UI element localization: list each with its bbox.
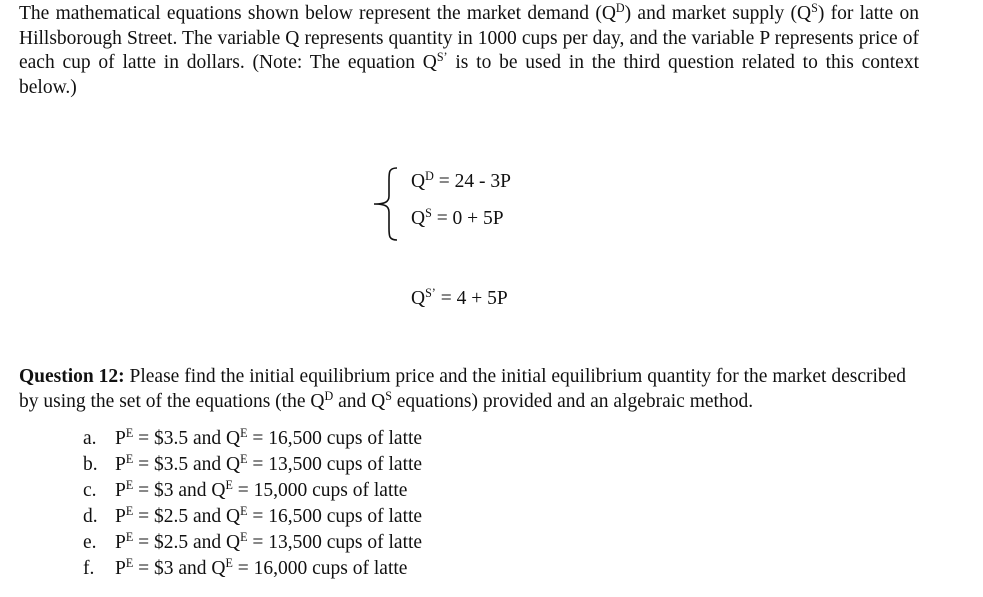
question-block	[19, 364, 919, 414]
option-text: $P^E$ = $3 and $Q^E = 16,000$ cups of latte	[115, 556, 408, 579]
question-text: Question 12: Please find the initial equilibrium price and the initial equilibrium quantity for the market described by using the set of the equations (the $Q^D$ and $Q^S$ equations) provided and an algebraic method.	[19, 366, 907, 412]
answer-option-b[interactable]: b. $P^E$ = $3.5 and $Q^E = 13,500$ cups of latte	[83, 452, 422, 478]
answer-option-d[interactable]: d. $P^E$ = $2.5 and $Q^E = 16,500$ cups of latte	[83, 504, 422, 530]
context-paragraph	[19, 2, 919, 100]
equation-system	[370, 166, 570, 242]
left-brace-icon	[370, 166, 398, 242]
option-text: $P^E$ = $3.5 and $Q^E = 16,500$ cups of latte	[115, 426, 423, 449]
option-text: $P^E$ = $2.5 and $Q^E = 16,500$ cups of latte	[115, 504, 423, 527]
context-text: The mathematical equations shown below represent the market demand $(Q^D)$ and market supply $(Q^S)$ for latte on Hillsborough Street. The variable Q represents quantity in 1000 cups per day, and the variable P represents price of each cup of latte in dollars. (Note: The equation $Q^{S’}$ is to be used in the third question related to this context below.)	[19, 1, 919, 98]
answer-option-e[interactable]: e. $P^E$ = $2.5 and $Q^E = 13,500$ cups of latte	[83, 530, 422, 556]
supply-equation: $Q^S = 0 + 5P$	[411, 206, 504, 229]
answer-option-c[interactable]: c. $P^E$ = $3 and $Q^E = 15,000$ cups of latte	[83, 478, 422, 504]
option-text: $P^E$ = $2.5 and $Q^E = 13,500$ cups of latte	[115, 530, 423, 553]
question-label: Question 12:	[19, 366, 125, 387]
option-text: $P^E$ = $3 and $Q^E = 15,000$ cups of latte	[115, 478, 408, 501]
new-supply-equation: $Q^{S’} = 4 + 5P$	[411, 286, 508, 309]
option-text: $P^E$ = $3.5 and $Q^E = 13,500$ cups of latte	[115, 452, 423, 475]
answer-option-a[interactable]: a. $P^E$ = $3.5 and $Q^E = 16,500$ cups of latte	[83, 426, 422, 452]
answer-option-f[interactable]: f. $P^E$ = $3 and $Q^E = 16,000$ cups of latte	[83, 556, 422, 582]
demand-equation: $Q^D = 24 - 3P$	[411, 169, 511, 192]
answer-options	[83, 426, 422, 582]
